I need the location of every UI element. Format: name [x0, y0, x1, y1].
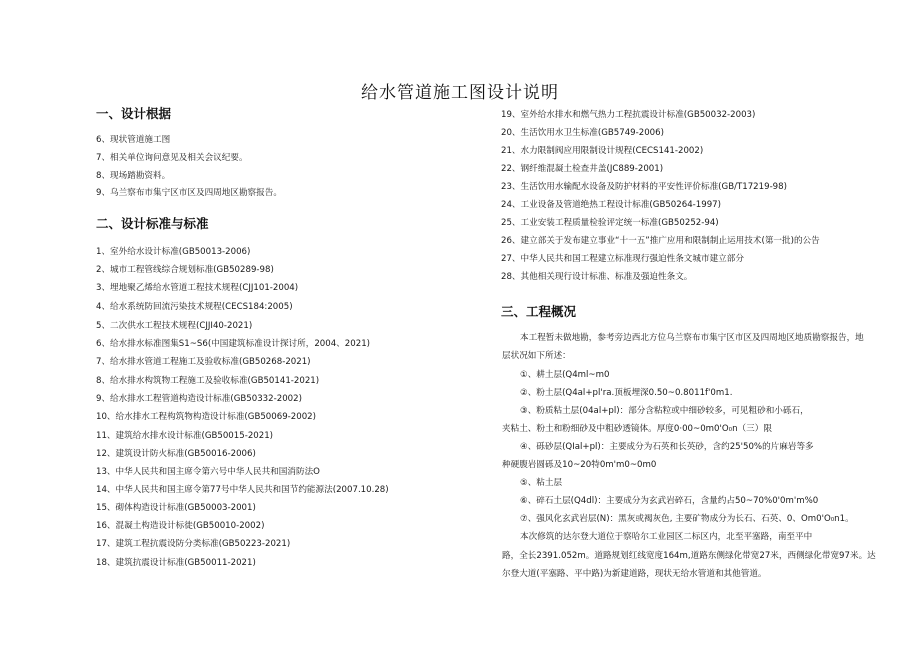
paragraph-line: ②、粉土层(Q4al+pl'ra.顶板埋深0.50~0.8011f'0m1.: [520, 388, 733, 398]
list-item: 18、建筑抗震设计标准(GB50011-2021): [96, 558, 256, 568]
list-item: 10、给水排水工程构筑物构造设计标准(GB50069-2002): [96, 412, 317, 422]
section-1-heading: 一、设计根据: [96, 106, 172, 121]
list-item: 6、给水排水标准图集S1~S6(中国建筑标准设计探讨所，2004、2021): [96, 339, 371, 349]
list-item: 8、给水排水构筑物工程施工及验收标准(GB50141-2021): [96, 376, 320, 386]
paragraph-line: 尔登大道(平塞路、平中路)为新建道路，现状无给水管道和其他管道。: [502, 569, 767, 579]
paragraph-line: ⑥、碎石土层(Q4dl)：主要成分为玄武岩碎石，含量约占50~70%0'0m'm%0: [520, 496, 819, 506]
list-item: 9、乌兰察布市集宁区市区及四周地区勘察报告。: [96, 188, 282, 198]
section-3-heading: 三、工程概况: [501, 304, 577, 319]
list-item: 28、其他相关现行设计标准、标准及强迫性条文。: [501, 272, 693, 282]
document-title: 给水管道施工图设计说明: [361, 83, 559, 103]
list-item: 1、室外给水设计标准(GB50013-2006): [96, 247, 251, 257]
list-item: 26、建立部关于发布建立事业“十一五”推广应用和限制制止运用技术(第一批)的公告: [501, 236, 820, 246]
paragraph-line: 路，全长2391.052m。道路规划红线宽度164m,道路东侧绿化带宽27米，西侧绿化带宽97米。达: [502, 551, 876, 561]
list-item: 16、混凝土构造设计标徙(GB50010-2002): [96, 521, 265, 531]
list-item: 19、室外给水排水和燃气热力工程抗震设计标准(GB50032-2003): [501, 110, 756, 120]
paragraph-line: ⑤、粘土层: [520, 478, 563, 488]
list-item: 4、给水系统防回流污染技术规程(CECS184:2005): [96, 302, 293, 312]
list-item: 21、水力限制阀应用限制设计规程(CECS141-2002): [501, 146, 704, 156]
list-item: 22、钢纤维混凝土检查井盖(JC889-2001): [501, 164, 664, 174]
list-item: 14、中华人民共和国主席令第77号中华人民共和国节约能源法(2007.10.28): [96, 485, 389, 495]
list-item: 5、二次供水工程技术规程(CJJI40-2021): [96, 321, 253, 331]
list-item: 24、工业设备及管道绝热工程设计标准(GB50264-1997): [501, 200, 722, 210]
paragraph-line: ⑦、强风化玄武岩层(N)：黑灰或褐灰色, 主要矿物成分为长石、石英、0、Om0'O₀n1。: [520, 514, 854, 524]
list-item: 25、工业安装工程质量检验评定统一标准(GB50252-94): [501, 218, 719, 228]
paragraph-line: 本次修筑的达尔登大道位于察哈尔工业园区二标区内，北至平塞路，南至平中: [520, 532, 813, 542]
paragraph-line: ③、粉质粘土层(04al+pl)：部分含粘粒或中细砂较多，可见粗砂和小砾石，: [520, 406, 809, 416]
list-item: 12、建筑设计防火标准(GB50016-2006): [96, 449, 256, 459]
list-item: 7、相关单位询问意见及相关会议纪要。: [96, 153, 248, 163]
paragraph-line: 层状况如下所述：: [502, 351, 571, 361]
list-item: 11、建筑给水排水设计标准(GB50015-2021): [96, 431, 274, 441]
list-item: 6、现状管道施工图: [96, 135, 171, 145]
paragraph-line: 种硬腹岩圆砾及10~20特0m'm0~0m0: [502, 460, 657, 470]
paragraph-line: 本工程暂未做地勘，参考旁边西北方位乌兰察布市集宁区市区及四周地区地质勘察报告，地: [520, 333, 864, 343]
list-item: 20、生活饮用水卫生标准(GB5749-2006): [501, 128, 664, 138]
list-item: 17、建筑工程抗震设防分类标准(GB50223-2021): [96, 539, 291, 549]
list-item: 27、中华人民共和国工程建立标准现行强迫性条文城市建立部分: [501, 254, 744, 264]
paragraph-line: ④、砾砂层(QIal+pl)：主要成分为石英和长英砂，含约25'50%的片麻岩等多: [520, 442, 814, 452]
list-item: 2、城市工程管线综合规划标准(GB50289-98): [96, 265, 274, 275]
paragraph-line: ①、耕土层(Q4ml~m0: [520, 370, 610, 380]
list-item: 9、给水排水工程管道构造设计标准(GB50332-2002): [96, 394, 302, 404]
list-item: 15、砌体构造设计标准(GB50003-2001): [96, 503, 256, 513]
list-item: 23、生活饮用水输配水设备及防护材料的平安性评价标准(GB/T17219-98): [501, 182, 787, 192]
list-item: 13、中华人民共和国主席令第六号中华人民共和国消防法O: [96, 467, 320, 477]
paragraph-line: 夹粘土、粉土和粉细砂及中粗砂透镜体。厚度0·00~0m0'O₀n（三）限: [502, 424, 772, 434]
list-item: 7、给水排水管道工程施工及验收标准(GB50268-2021): [96, 357, 311, 367]
list-item: 3、埋地聚乙烯给水管道工程技术规程(CJJ101-2004): [96, 283, 299, 293]
list-item: 8、现场踏勘资料。: [96, 171, 171, 181]
section-2-heading: 二、设计标准与标准: [96, 216, 209, 231]
